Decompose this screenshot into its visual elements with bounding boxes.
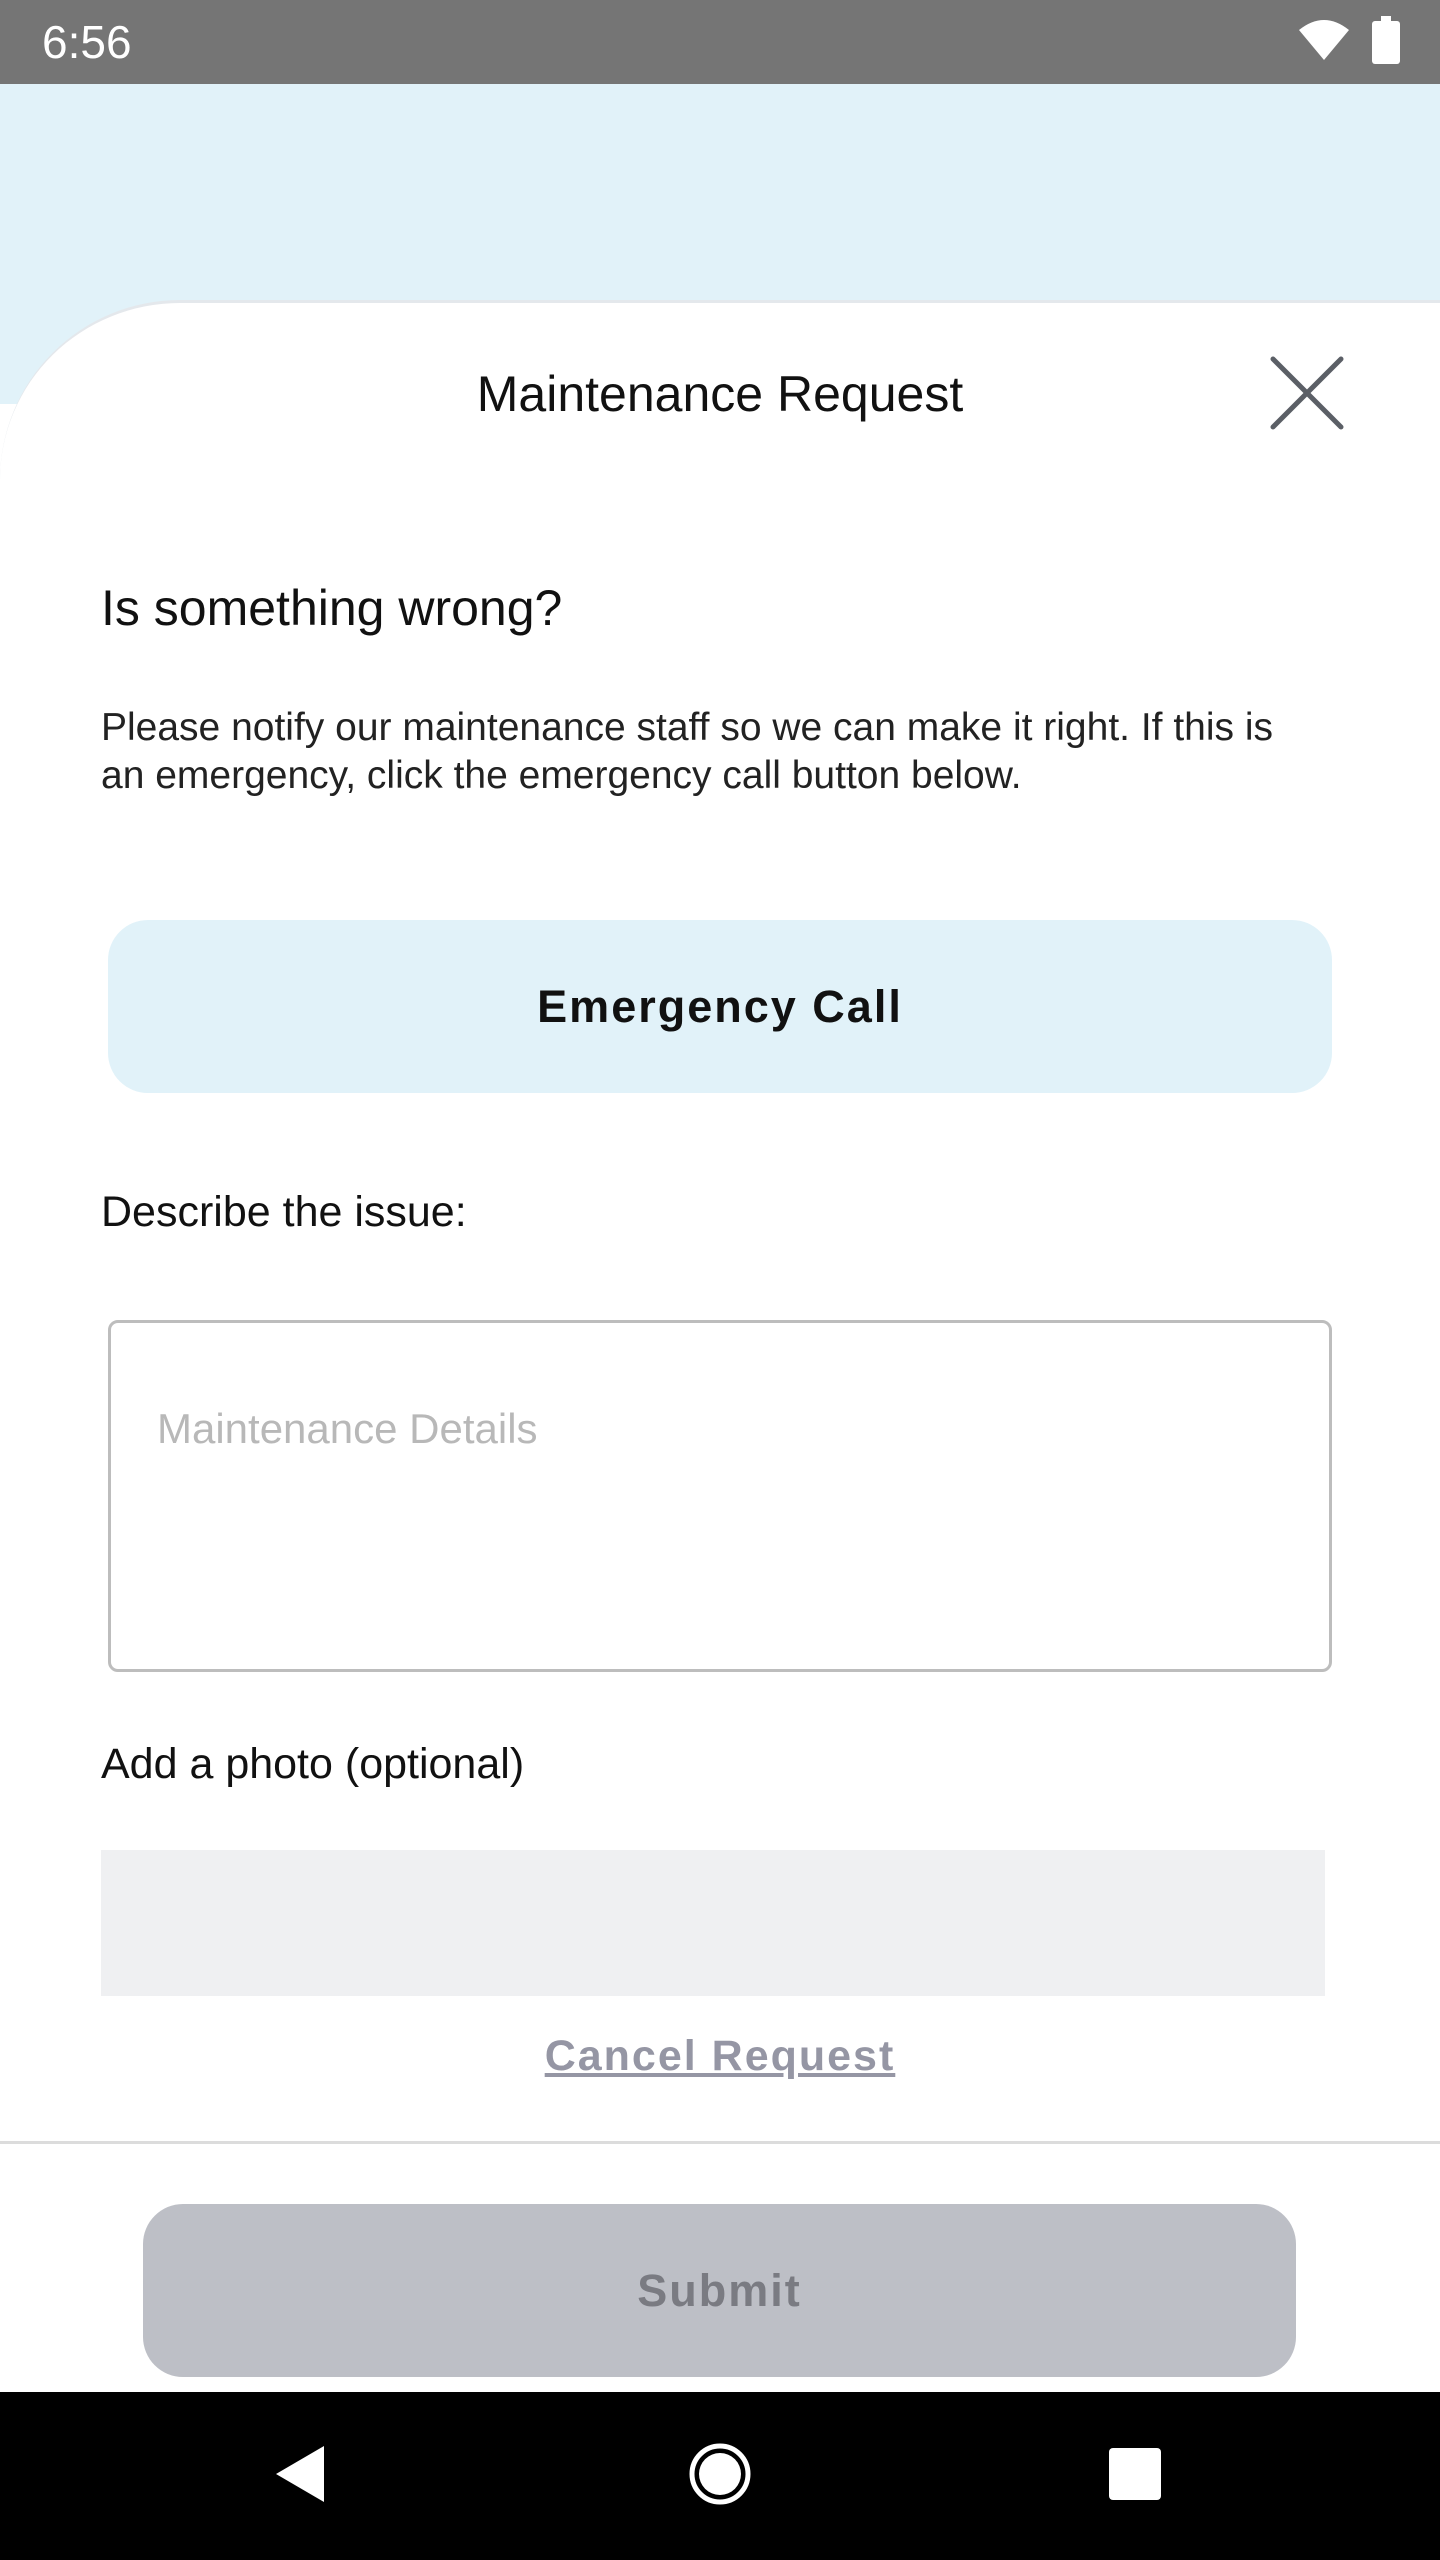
home-icon — [687, 2441, 753, 2512]
back-icon — [272, 2442, 328, 2511]
close-button[interactable] — [1262, 350, 1352, 440]
close-icon — [1269, 355, 1345, 436]
navigation-bar — [0, 2392, 1440, 2560]
maintenance-details-input[interactable] — [111, 1323, 1329, 1669]
sheet-title: Maintenance Request — [476, 366, 964, 422]
emergency-call-button[interactable]: Emergency Call — [108, 920, 1332, 1093]
maintenance-details-field — [108, 1320, 1332, 1672]
submit-button[interactable]: Submit — [143, 2204, 1296, 2377]
wifi-icon — [1298, 18, 1350, 67]
status-bar — [0, 0, 1440, 84]
add-photo-area[interactable] — [101, 1850, 1325, 1996]
nav-back-button[interactable] — [230, 2392, 370, 2560]
cancel-request-link[interactable]: Cancel Request — [544, 2032, 896, 2080]
battery-icon — [1372, 16, 1400, 69]
photo-label: Add a photo (optional) — [101, 1740, 525, 1788]
nav-home-button[interactable] — [650, 2392, 790, 2560]
recents-icon — [1107, 2446, 1163, 2507]
page-heading: Is something wrong? — [101, 580, 563, 636]
issue-label: Describe the issue: — [101, 1188, 467, 1236]
intro-text: Please notify our maintenance staff so we can make it right. If this is an emergency, click the emergency call button below. — [101, 706, 1274, 797]
footer-divider — [0, 2141, 1440, 2144]
status-icons — [1298, 18, 1400, 66]
status-time: 6:56 — [42, 16, 132, 68]
nav-recents-button[interactable] — [1065, 2392, 1205, 2560]
